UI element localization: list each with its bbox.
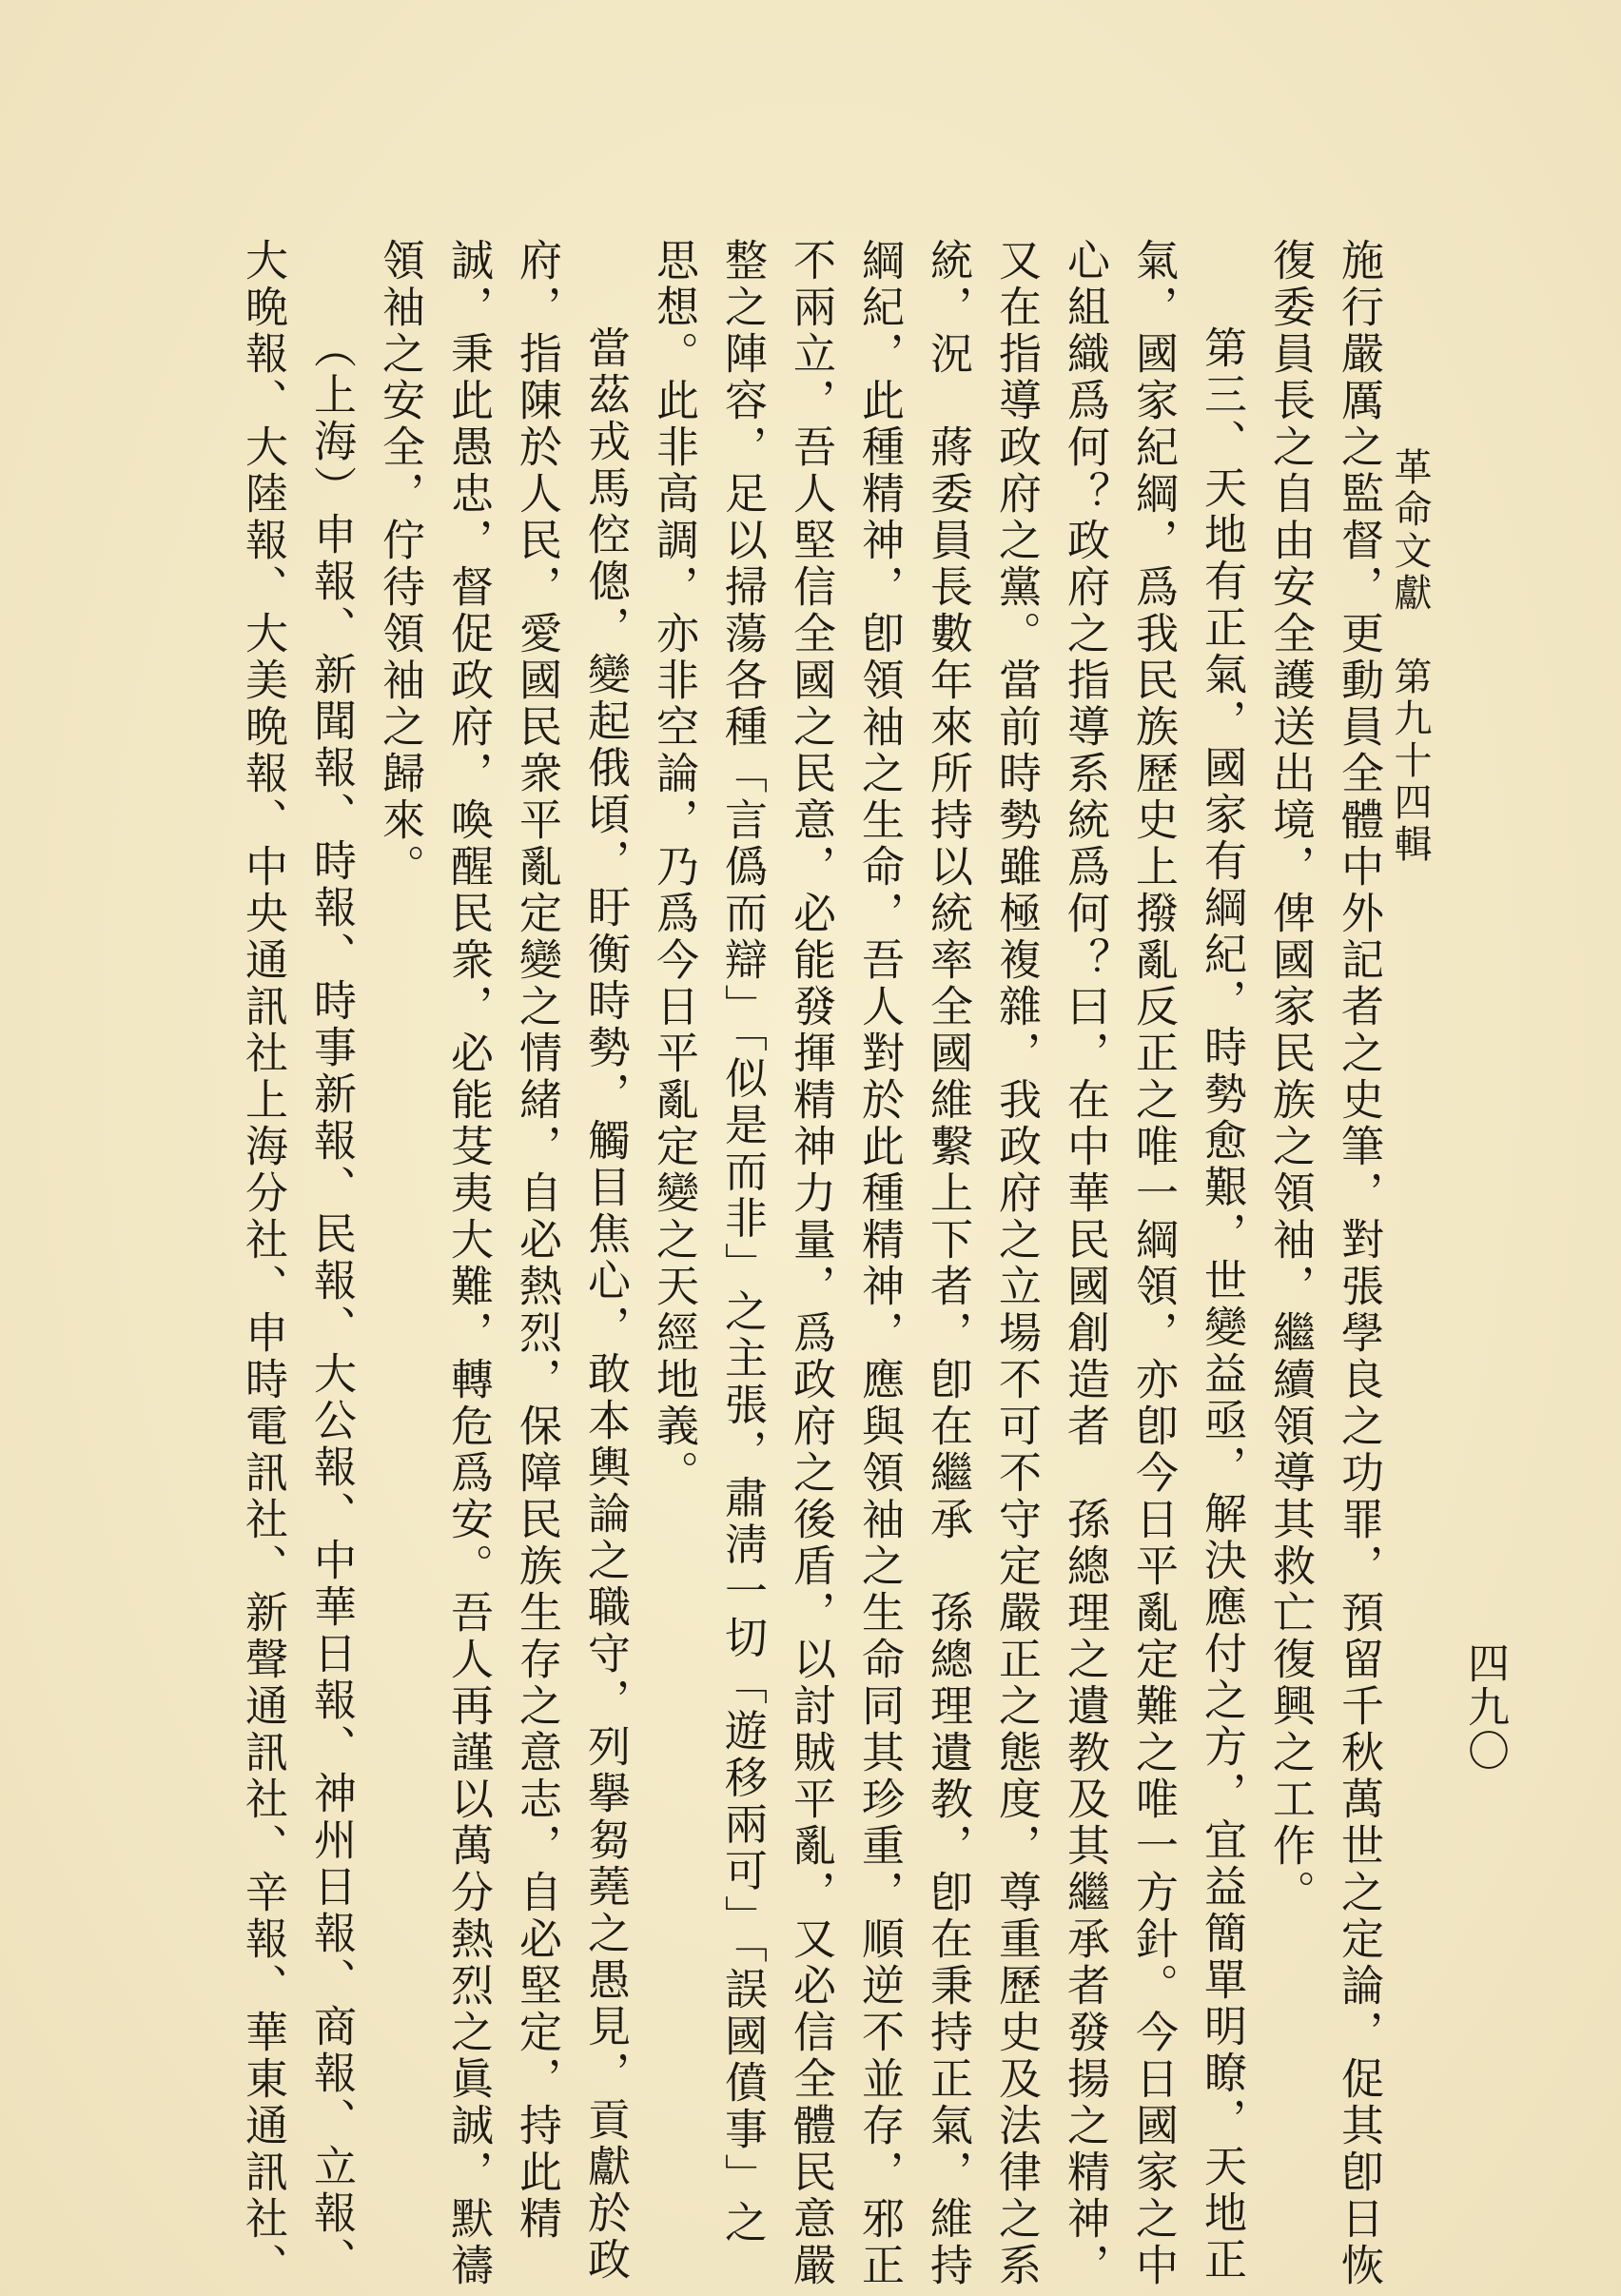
body-text — [228, 238, 1393, 2289]
text-column — [571, 238, 639, 2284]
text-column — [639, 238, 708, 2141]
text-column — [365, 238, 434, 2141]
text-column — [1119, 238, 1187, 2289]
column-text: 統，況 蔣委員長數年來所持以統率全國維繫上下者，卽在繼承 孫總理遺教，卽在秉持正氣，維持 — [923, 238, 973, 2289]
column-text: 復委員長之自由安全護送出境，俾國家民族之領袖，繼續領導其救亡復興之工作。 — [1265, 238, 1316, 1916]
column-text: 領袖之安全，佇待領袖之歸來。 — [375, 238, 425, 891]
text-column — [1050, 238, 1119, 2289]
text-column — [297, 238, 365, 2284]
column-text: 整之陣容，足以掃蕩各種「言僞而辯」「似是而非」之主張，肅淸一切「遊移兩可」「誤國僨事」之 — [717, 238, 768, 2247]
text-column — [913, 238, 982, 2289]
column-text: 第三、天地有正氣，國家有綱紀，時勢愈艱，世變益亟，解決應付之方，宜益簡單明瞭，天地正 — [1197, 325, 1247, 2284]
column-text: 施行嚴厲之監督，更動員全體中外記者之史筆，對張學良之功罪，預留千秋萬世之定論，促其卽日恢 — [1334, 238, 1384, 2289]
column-text: 氣，國家紀綱，爲我民族歷史上撥亂反正之唯一綱領，亦卽今日平亂定難之唯一方針。今日國家之中 — [1128, 238, 1179, 2289]
column-text: 府，指陳於人民，愛國民衆平亂定變之情緒，自必熱烈，保障民族生存之意志，自必堅定，持此精 — [512, 238, 562, 2243]
column-text: 大晩報、大陸報、大美晩報、中央通訊社上海分社、申時電訊社、新聲通訊社、辛報、華東通訊社、 — [238, 238, 288, 2289]
column-text: （上海）申報、新聞報、時報、時事新報、民報、大公報、中華日報、神州日報、商報、立報、 — [306, 325, 357, 2284]
running-header: 革命文獻 第九十四輯 — [1388, 447, 1432, 866]
column-text: 誠，秉此愚忠，督促政府，喚醒民衆，必能芟夷大難，轉危爲安。吾人再謹以萬分熱烈之眞誠，默禱 — [443, 238, 494, 2289]
text-column — [434, 238, 502, 2289]
column-text: 心組織爲何？政府之指導系統爲何？曰，在中華民國創造者 孫總理之遺教及其繼承者發揚之精神， — [1060, 238, 1110, 2289]
text-column — [982, 238, 1050, 2289]
text-column — [1324, 238, 1393, 2289]
column-text: 當茲戎馬倥傯，變起俄頃，盱衡時勢，觸目焦心，敢本輿論之職守，列擧芻蕘之愚見，貢獻於政 — [580, 325, 631, 2284]
text-column — [776, 238, 845, 2289]
column-text: 綱紀，此種精神，卽領袖之生命，吾人對於此種精神，應與領袖之生命同其珍重，順逆不並存，邪正 — [854, 238, 905, 2289]
text-column — [708, 238, 776, 2247]
text-column — [1256, 238, 1324, 2141]
column-text: 思想。此非高調，亦非空論，乃爲今日平亂定變之天經地義。 — [649, 238, 699, 1497]
column-text: 又在指導政府之黨。當前時勢雖極複雜，我政府之立場不可不守定嚴正之態度，尊重歷史及法律之系 — [991, 238, 1042, 2289]
column-text: 不兩立，吾人堅信全國之民意，必能發揮精神力量，爲政府之後盾，以討賊平亂，又必信全體民意嚴 — [786, 238, 836, 2289]
text-column — [845, 238, 913, 2289]
text-column — [502, 238, 571, 2243]
page-number: 四九〇 — [1460, 1641, 1509, 1773]
text-column — [228, 238, 297, 2289]
text-column — [1187, 238, 1256, 2284]
